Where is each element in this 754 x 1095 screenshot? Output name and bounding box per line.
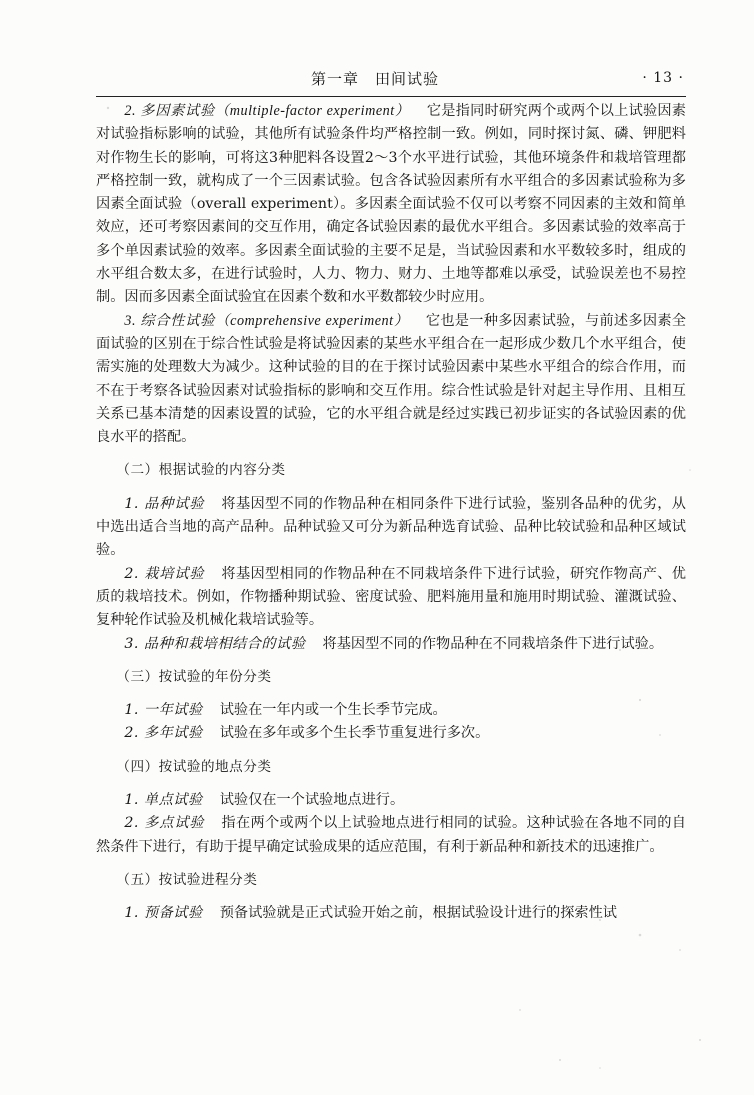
page-number: · 13 ·	[642, 70, 684, 86]
paragraph-preliminary	[96, 902, 686, 925]
paragraph-multi-site	[96, 812, 686, 859]
text-combined: 将基因型不同的作物品种在不同栽培条件下进行试验。	[322, 635, 664, 652]
term-multifactor: 2. 多因素试验（multiple-factor experiment）	[124, 103, 410, 119]
section-heading-progress: （五）按试验进程分类	[116, 871, 258, 888]
text-comprehensive: 它也是一种多因素试验，与前述多因素全面试验的区别在于综合性试验是将试验因素的某些水平组合在一起形成少数几个水平组合，使需实施的处理数大为减少。这种试验的目的在于探讨试验因素中某些水平组合的综合作用，而不在于考察各试验因素对试验指标的影响和交互作用。综合性试验是针对起主导作用、且相互关系已基本清楚的因素设置的试验，它的水平组合就是经过实践已初步证实的各试验因素的优良水平的搭配。	[96, 312, 686, 446]
text-cultivation: 将基因型相同的作物品种在不同栽培条件下进行试验，研究作物高产、优质的栽培技术。例如，作物播种期试验、密度试验、肥料施用量和施用时期试验、灌溉试验、复种轮作试验及机械化栽培试验等。	[96, 565, 686, 629]
term-multi-year: 2. 多年试验	[124, 725, 203, 742]
text-single-site: 试验仅在一个试验地点进行。	[219, 792, 405, 809]
running-header	[96, 62, 686, 97]
section-heading-content: （二）根据试验的内容分类	[116, 462, 286, 479]
term-cultivation: 2. 栽培试验	[124, 565, 205, 582]
chapter-title: 第一章 田间试验	[311, 70, 440, 88]
text-multi-year: 试验在多年或多个生长季节重复进行多次。	[219, 725, 490, 742]
paragraph-cultivation	[96, 563, 686, 633]
text-variety: 将基因型不同的作物品种在相同条件下进行试验，鉴别各品种的优劣，从中选出适合当地的高产品种。品种试验又可分为新品种选育试验、品种比较试验和品种区域试验。	[96, 495, 686, 559]
text-multifactor: 它是指同时研究两个或两个以上试验因素对试验指标影响的试验，其他所有试验条件均严格控制一致。例如，同时探讨氮、磷、钾肥料对作物生长的影响，可将这3种肥料各设置2～3个水平进行试验，其他环境条件和栽培管理都严格控制一致，就构成了一个三因素试验。包含各试验因素所有水平组合的多因素试验称为多因素全面试验（overall experiment）。多因素全面试验不仅可以考察不同因素的主效和简单效应，还可考察因素间的交互作用，确定各试验因素的最优水平组合。多因素试验的效率高于多个单因素试验的效率。多因素全面试验的主要不足是，当试验因素和水平数较多时，组成的水平组合数太多，在进行试验时，人力、物力、财力、土地等都难以承受，试验误差也不易控制。因而多因素全面试验宜在因素个数和水平数都较少时应用。	[96, 103, 686, 306]
term-preliminary: 1. 预备试验	[124, 905, 203, 922]
text-preliminary: 预备试验就是正式试验开始之前，根据试验设计进行的探索性试	[219, 905, 617, 922]
body-text	[96, 100, 686, 926]
section-heading-location: （四）按试验的地点分类	[116, 758, 272, 775]
paragraph-combined	[96, 633, 686, 656]
paragraph-variety	[96, 493, 686, 563]
term-variety: 1. 品种试验	[124, 495, 205, 512]
text-multi-site: 指在两个或两个以上试验地点进行相同的试验。这种试验在各地不同的自然条件下进行，有助于提早确定试验成果的适应范围，有利于新品种和新技术的迅速推广。	[96, 815, 686, 855]
paragraph-multi-year	[96, 722, 686, 745]
term-combined: 3. 品种和栽培相结合的试验	[124, 635, 306, 652]
section-heading-year: （三）按试验的年份分类	[116, 668, 272, 685]
paragraph-single-site	[96, 789, 686, 812]
term-single-site: 1. 单点试验	[124, 792, 203, 809]
paragraph-multifactor	[96, 100, 686, 310]
paragraph-comprehensive	[96, 310, 686, 450]
text-one-year: 试验在一年内或一个生长季节完成。	[219, 702, 447, 719]
paragraph-one-year	[96, 699, 686, 722]
term-one-year: 1. 一年试验	[124, 702, 203, 719]
term-multi-site: 2. 多点试验	[124, 815, 205, 832]
term-comprehensive: 3. 综合性试验（comprehensive experiment）	[124, 312, 409, 329]
